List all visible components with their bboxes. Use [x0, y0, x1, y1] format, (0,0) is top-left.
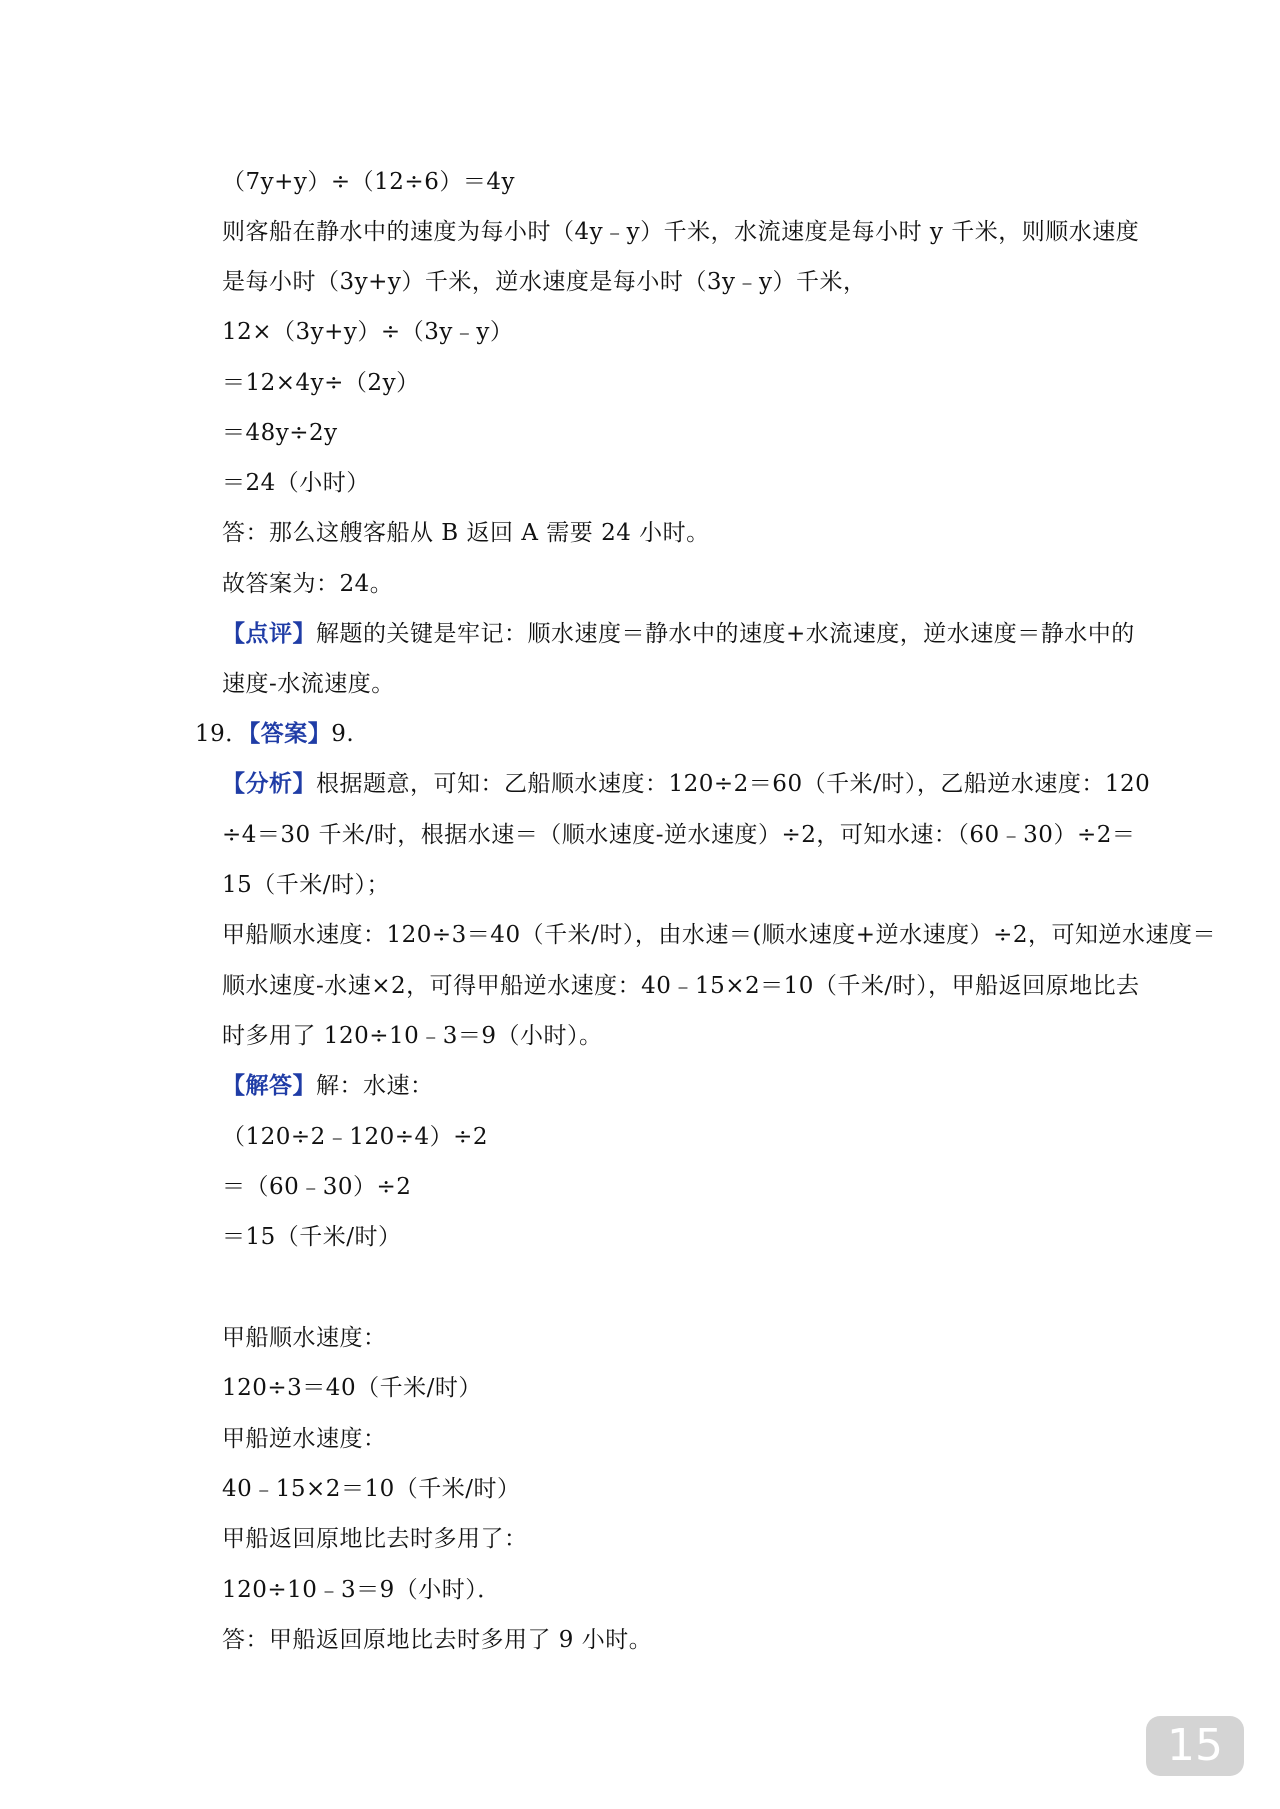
text-line: 是每小时（3y+y）千米，逆水速度是每小时（3y﹣y）千米，: [222, 269, 867, 295]
answer-line: 答：那么这艘客船从 B 返回 A 需要 24 小时。: [222, 520, 710, 546]
equation-line: ＝15（千米/时）: [222, 1224, 402, 1250]
comment-tag: 【点评】: [222, 620, 316, 647]
comment-line: [222, 619, 1135, 649]
page-number-badge: 15: [1146, 1716, 1244, 1776]
equation-line: ＝（60﹣30）÷2: [222, 1174, 412, 1200]
solution-line: [222, 1071, 434, 1101]
text-line: 时多用了 120÷10﹣3＝9（小时）。: [222, 1023, 603, 1049]
solution-tag: 【解答】: [222, 1072, 316, 1099]
equation-line: （7y+y）÷（12÷6）＝4y: [222, 169, 515, 195]
equation-line: （120÷2﹣120÷4）÷2: [222, 1124, 489, 1150]
question-number: 19．: [195, 721, 249, 747]
equation-line: 120÷10﹣3＝9（小时）．: [222, 1577, 501, 1603]
text-line: 甲船顺水速度：: [222, 1325, 387, 1351]
equation-line: 12×（3y+y）÷（3y﹣y）: [222, 319, 514, 345]
equation-line: 40﹣15×2＝10（千米/时）: [222, 1476, 521, 1502]
text-line: 则客船在静水中的速度为每小时（4y﹣y）千米，水流速度是每小时 y 千米，则顺水速度: [222, 219, 1140, 245]
answer-line: 故答案为：24。: [222, 571, 394, 597]
answer-tag: 【答案】: [248, 720, 332, 747]
text-line: ÷4＝30 千米/时，根据水速＝（顺水速度-逆水速度）÷2，可知水速：（60﹣30）÷2＝: [222, 822, 1136, 848]
text-line: 顺水速度-水速×2，可得甲船逆水速度：40﹣15×2＝10（千米/时），甲船返回原地比去: [222, 973, 1140, 999]
text-line: 15（千米/时）；: [222, 872, 391, 898]
analysis-tag: 【分析】: [222, 770, 316, 797]
question-header: [195, 719, 354, 749]
answer-value: 9.: [331, 721, 355, 747]
equation-line: ＝48y÷2y: [222, 420, 338, 446]
answer-line: 答：甲船返回原地比去时多用了 9 小时。: [222, 1627, 653, 1653]
text-line: 甲船逆水速度：: [222, 1426, 387, 1452]
analysis-line: [222, 769, 1150, 799]
solution-text: 解：水速：: [316, 1073, 434, 1099]
equation-line: ＝24（小时）: [222, 470, 370, 496]
text-line: 甲船返回原地比去时多用了：: [222, 1526, 528, 1552]
text-line: 速度-水流速度。: [222, 671, 395, 697]
text-line: 甲船顺水速度：120÷3＝40（千米/时），由水速＝(顺水速度+逆水速度）÷2，可知逆水速度＝: [222, 922, 1216, 948]
comment-text: 解题的关键是牢记：顺水速度＝静水中的速度+水流速度，逆水速度＝静水中的: [316, 621, 1135, 647]
equation-line: 120÷3＝40（千米/时）: [222, 1375, 482, 1401]
analysis-text: 根据题意，可知：乙船顺水速度：120÷2＝60（千米/时），乙船逆水速度：120: [316, 771, 1151, 797]
equation-line: ＝12×4y÷（2y）: [222, 370, 420, 396]
